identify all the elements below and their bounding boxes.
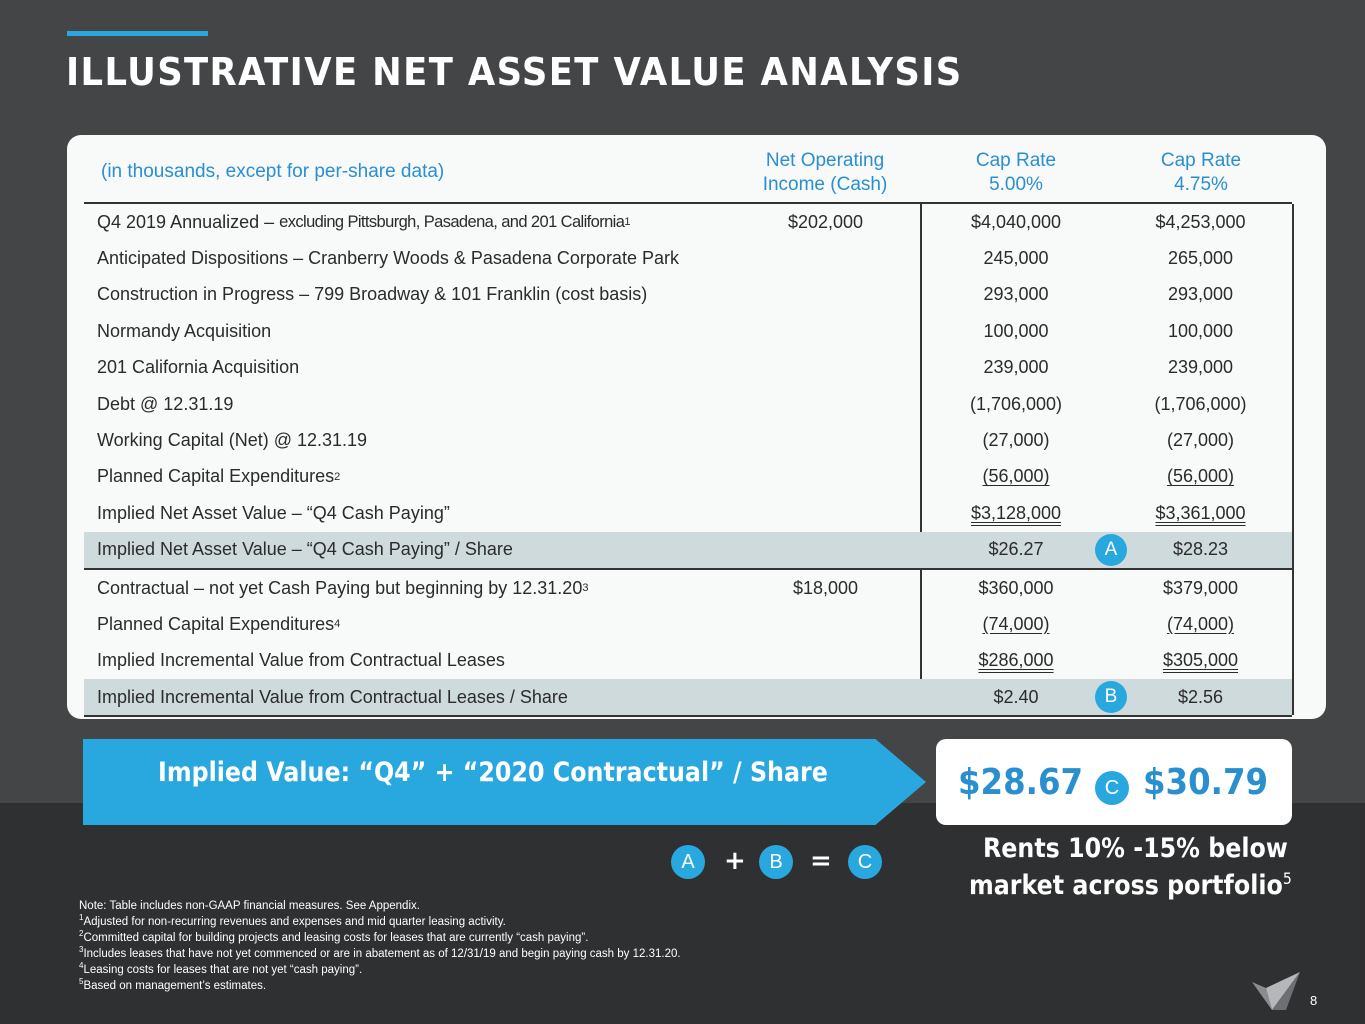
implied-value-cap-rate-1: $28.67: [958, 762, 1084, 803]
cap-rate-2-value: (56,000): [1166, 466, 1235, 487]
row-label: Planned Capital Expenditures 2: [97, 466, 341, 487]
footnote-3: $^3$Includes leases that have not yet commenced or are in abatement as of 12/31/19 and begin paying cash by 12.31.20.: [79, 945, 681, 960]
table-row: [84, 386, 1292, 422]
formula-plus: +: [724, 846, 746, 876]
cap-rate-2-value: (27,000): [1166, 430, 1235, 451]
footnote-1: $^1$Adjusted for non-recurring revenues and expenses and mid quarter leasing activity.: [79, 913, 506, 928]
cap-rate-2-value: $3,361,000: [1155, 502, 1246, 523]
cap-rate-2-value: (1,706,000): [1154, 393, 1247, 414]
cap-rate-1-value: $4,040,000: [970, 211, 1062, 232]
cap-rate-1-value: 239,000: [983, 357, 1049, 378]
cap-rate-1-value: (1,706,000): [969, 393, 1063, 414]
cap-rate-2-value: (74,000): [1166, 613, 1235, 634]
noi-value: $18,000: [792, 577, 859, 598]
table-row: [84, 277, 1292, 313]
footnote-2: $^2$Committed capital for building projects and leasing costs for leases that are currently “cash paying”.: [79, 929, 589, 944]
col-header-cap-rate-2: Cap Rate 4.75%: [1160, 150, 1242, 195]
cap-rate-1-value: $3,128,000: [970, 502, 1062, 523]
cap-rate-2-value: 239,000: [1167, 357, 1234, 378]
cap-rate-1-value: (56,000): [982, 466, 1050, 487]
cap-rate-2-value: $2.56: [1177, 686, 1224, 707]
col-header-noi: Net Operating Income (Cash): [762, 150, 888, 195]
implied-value-banner-text: Implied Value: “Q4” + “2020 Contractual” / Share: [158, 757, 828, 788]
noi-value: [734, 386, 917, 422]
formula-badge-a: A: [671, 845, 705, 879]
cap-rate-1-value: (74,000): [982, 613, 1050, 634]
table-row-highlight: [84, 532, 1292, 568]
table-right-border: [1292, 204, 1294, 715]
table-row: [84, 568, 1292, 606]
noi-value: [734, 277, 917, 313]
cap-rate-1-value: $360,000: [978, 577, 1054, 598]
noi-value: [734, 350, 917, 386]
table-row-highlight: [84, 679, 1292, 715]
cap-rate-2-value: $28.23: [1172, 539, 1229, 560]
row-label: Implied Incremental Value from Contractual Leases: [97, 650, 505, 671]
noi-value: [734, 606, 917, 642]
footnote-4: $^4$Leasing costs for leases that are not yet “cash paying”.: [79, 961, 363, 976]
row-label: 201 California Acquisition: [97, 357, 300, 378]
noi-value: [734, 679, 917, 715]
table-row: [84, 350, 1292, 386]
table-row: [84, 606, 1292, 642]
cap-rate-1-value: $2.40: [993, 686, 1039, 707]
footnote-note: Note: Table includes non-GAAP financial measures. See Appendix.: [79, 900, 420, 912]
noi-value: [734, 422, 917, 458]
table-row: [84, 422, 1292, 458]
row-label: Implied Net Asset Value – “Q4 Cash Paying”: [97, 502, 450, 523]
title-accent-bar: [67, 31, 208, 36]
cap-rate-1-value: (27,000): [982, 430, 1050, 451]
rents-callout-line-2: market across portfolio$^5$: [969, 869, 1292, 901]
company-logo-icon: [1252, 970, 1302, 1010]
row-label: Construction in Progress – 799 Broadway & 101 Franklin (cost basis): [97, 284, 648, 305]
formula-badge-b: B: [759, 845, 793, 879]
row-label: Implied Incremental Value from Contractual Leases / Share: [97, 686, 568, 707]
table-row: [84, 204, 1292, 240]
cap-rate-1-value: $26.27: [988, 539, 1044, 560]
cap-rate-1-value: 293,000: [983, 284, 1049, 305]
col-header-cap-rate-1: Cap Rate 5.00%: [975, 150, 1057, 195]
footnote-5: $^5$Based on management’s estimates.: [79, 977, 267, 992]
page-number: 8: [1310, 993, 1318, 1008]
badge-a: A: [1095, 534, 1127, 566]
row-label: Debt @ 12.31.19: [97, 393, 234, 414]
nav-table: [84, 202, 1292, 717]
noi-value: [734, 240, 917, 276]
formula-badge-c: C: [848, 845, 882, 879]
cap-rate-2-value: $379,000: [1162, 577, 1239, 598]
table-row: [84, 643, 1292, 679]
row-label: Planned Capital Expenditures 4: [97, 613, 341, 634]
cap-rate-1-value: $286,000: [978, 650, 1054, 671]
units-note: (in thousands, except for per-share data): [101, 161, 445, 182]
row-label: Anticipated Dispositions – Cranberry Woods & Pasadena Corporate Park: [97, 248, 679, 269]
cap-rate-2-value: 265,000: [1167, 248, 1234, 269]
table-row: [84, 495, 1292, 531]
cap-rate-2-value: 100,000: [1167, 320, 1234, 341]
row-label: Normandy Acquisition: [97, 320, 272, 341]
noi-value: [734, 532, 917, 568]
formula-equals: =: [810, 846, 832, 876]
badge-c: C: [1095, 771, 1129, 805]
rents-callout-line-1: Rents 10% -15% below: [983, 833, 1288, 864]
row-label: Contractual – not yet Cash Paying but beginning by 12.31.20 3: [97, 577, 589, 598]
cap-rate-2-value: $305,000: [1162, 650, 1239, 671]
table-row: [84, 459, 1292, 495]
cap-rate-2-value: $4,253,000: [1155, 211, 1246, 232]
row-label: Working Capital (Net) @ 12.31.19: [97, 430, 368, 451]
row-label: Implied Net Asset Value – “Q4 Cash Paying” / Share: [97, 539, 513, 560]
table-row: [84, 313, 1292, 349]
cap-rate-1-value: 100,000: [983, 320, 1049, 341]
row-label: Q4 2019 Annualized – excluding Pittsburgh, Pasadena, and 201 California 1: [97, 211, 631, 232]
noi-value: [734, 495, 917, 531]
cap-rate-1-value: 245,000: [983, 248, 1049, 269]
noi-value: $202,000: [787, 211, 864, 232]
badge-b: B: [1095, 681, 1127, 713]
page-title: ILLUSTRATIVE NET ASSET VALUE ANALYSIS: [66, 50, 963, 94]
cap-rate-2-value: 293,000: [1167, 284, 1234, 305]
table-row: [84, 240, 1292, 276]
noi-value: [734, 459, 917, 495]
noi-value: [734, 313, 917, 349]
noi-value: [734, 643, 917, 679]
implied-value-cap-rate-2: $30.79: [1143, 762, 1269, 803]
